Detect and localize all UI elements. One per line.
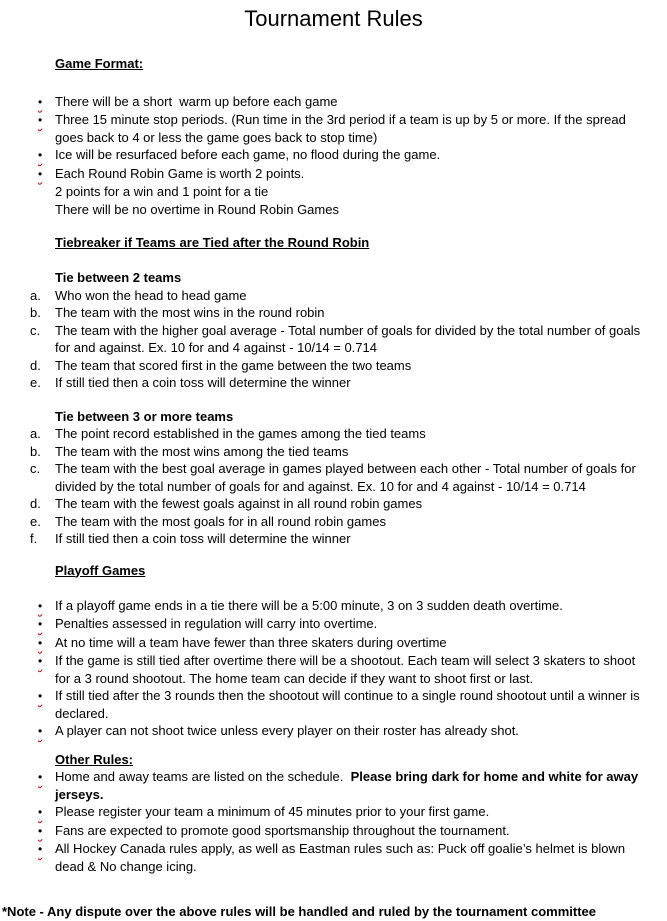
bullet-icon: • — [38, 166, 43, 181]
bullet-text: Three 15 minute stop periods. (Run time in the 3rd period if a team is up by 5 or more. If the spread goes back to 4 or less the game goes back to stop time) — [55, 112, 630, 145]
item-letter: a. — [30, 426, 41, 441]
lettered-row — [0, 357, 667, 375]
bullet-text: Home and away teams are listed on the schedule. — [55, 769, 351, 784]
bullet-row — [0, 111, 667, 146]
bullet-row — [0, 803, 667, 822]
bullet-icon: • — [38, 689, 43, 703]
playoff-games-heading: Playoff Games — [55, 562, 146, 578]
bullet-row — [0, 652, 667, 687]
bullet-text: All Hockey Canada rules apply, as well as Eastman rules such as: Puck off goalie’s helmet is blown dead & No change icing. — [55, 841, 629, 874]
bullet-text: If a playoff game ends in a tie there will be a 5:00 minute, 3 on 3 sudden death overtime. — [55, 597, 563, 613]
bullet-row — [0, 634, 667, 653]
item-letter: b. — [30, 305, 41, 320]
two-teams-subheading: Tie between 2 teams — [55, 270, 182, 285]
bullet-text: A player can not shoot twice unless every player on their roster has already shot. — [55, 723, 519, 738]
three-teams-subheading: Tie between 3 or more teams — [55, 408, 234, 424]
bullet-row — [0, 768, 667, 803]
item-letter: f. — [30, 531, 38, 546]
bullet-marker — [0, 803, 55, 822]
bullet-text: There will be a short warm up before each game — [55, 93, 338, 109]
bullet-text: Fans are expected to promote good sportsmanship throughout the tournament. — [55, 822, 510, 838]
bullet-row — [0, 822, 667, 841]
lettered-row — [0, 425, 667, 443]
lettered-row — [0, 322, 667, 357]
item-text: Who won the head to head game — [55, 287, 247, 303]
lettered-row — [0, 495, 667, 513]
doc-title: Tournament Rules — [244, 6, 423, 31]
bullet-marker — [0, 634, 55, 653]
bullet-text-mixed — [55, 768, 651, 803]
bullet-text: Ice will be resurfaced before each game, no flood during the game. — [55, 147, 441, 162]
lettered-row — [0, 374, 667, 392]
item-letter: a. — [30, 287, 41, 303]
bullet-icon: • — [38, 148, 43, 162]
bullet-text: At no time will a team have fewer than three skaters during overtime — [55, 634, 447, 650]
item-text: If still tied then a coin toss will determine the winner — [55, 531, 351, 546]
bullet-text: If the game is still tied after overtime there will be a shootout. Each team will select 3 skaters to shoot for a 3 round shootout. The home team can decide if they want to shoot first or last. — [55, 653, 639, 686]
bullet-icon: • — [38, 654, 43, 668]
section-game-format — [0, 55, 667, 218]
lettered-row — [0, 513, 667, 531]
bullet-marker — [0, 615, 55, 634]
bullet-icon: • — [38, 842, 43, 856]
other-rules-heading: Other Rules: — [55, 751, 134, 767]
bullet-marker — [0, 146, 55, 165]
bullet-row — [0, 615, 667, 634]
bullet-marker — [0, 652, 55, 687]
bullet-marker — [0, 597, 55, 616]
item-text: The team with the most wins in the round robin — [55, 305, 325, 320]
section-other-rules — [0, 751, 667, 876]
bullet-marker — [0, 822, 55, 841]
bullet-icon: • — [38, 617, 43, 631]
lettered-row — [0, 287, 667, 305]
game-format-heading: Game Format: — [55, 56, 144, 71]
bullet-marker — [0, 687, 55, 722]
section-playoff-games — [0, 562, 667, 741]
bullet-marker — [0, 93, 55, 112]
item-letter: e. — [30, 375, 41, 390]
plain-line: 2 points for a win and 1 point for a tie — [55, 184, 269, 199]
item-letter: e. — [30, 513, 41, 529]
bullet-marker — [0, 768, 55, 803]
bullet-row — [0, 165, 667, 184]
bullet-row — [0, 146, 667, 165]
bullet-row — [0, 840, 667, 875]
item-letter: c. — [30, 461, 41, 476]
item-text: The point record established in the games among the tied teams — [55, 426, 426, 441]
bullet-row — [0, 597, 667, 616]
item-text: The team with the fewest goals against in all round robin games — [55, 496, 423, 511]
bullet-icon: • — [38, 635, 43, 650]
bullet-marker — [0, 111, 55, 146]
section-tiebreaker — [0, 234, 667, 548]
footnote: *Note - Any dispute over the above rules will be handled and ruled by the tournament committee — [2, 904, 597, 919]
bullet-icon: • — [38, 770, 43, 784]
bullet-text: If still tied after the 3 rounds then the shootout will continue to a single round shootout until a winner is declared. — [55, 688, 644, 721]
bullet-row — [0, 687, 667, 722]
bullet-row — [0, 722, 667, 741]
bullet-text: Please register your team a minimum of 45 minutes prior to your first game. — [55, 804, 490, 819]
bullet-text-bold: Please bring dark for home and white for away jerseys. — [55, 769, 642, 802]
item-letter: d. — [30, 357, 41, 373]
lettered-row — [0, 443, 667, 461]
bullet-text: Penalties assessed in regulation will carry into overtime. — [55, 616, 378, 631]
bullet-row — [0, 93, 667, 112]
lettered-row — [0, 460, 667, 495]
item-text: The team with the higher goal average - Total number of goals for divided by the total number of goals for and against. Ex. 10 for and 4 against - 10/14 = 0.714 — [55, 322, 644, 355]
item-letter: d. — [30, 496, 41, 511]
bullet-marker — [0, 165, 55, 184]
item-text: The team with the most goals for in all round robin games — [55, 513, 386, 529]
bullet-icon: • — [38, 94, 43, 109]
lettered-row — [0, 304, 667, 322]
bullet-text: Each Round Robin Game is worth 2 points. — [55, 165, 305, 181]
bullet-icon: • — [38, 113, 43, 127]
item-text: The team with the most wins among the tied teams — [55, 443, 349, 459]
bullet-icon: • — [38, 598, 43, 613]
plain-line: There will be no overtime in Round Robin Games — [55, 201, 339, 217]
bullet-icon: • — [38, 805, 43, 819]
item-text: The team with the best goal average in games played between each other - Total number of goals for divided by the total number of goals for and against. Ex. 10 for and 4 against - 10/14 = 0.714 — [55, 461, 640, 494]
item-letter: b. — [30, 443, 41, 459]
item-letter: c. — [30, 322, 41, 338]
item-text: If still tied then a coin toss will determine the winner — [55, 375, 351, 390]
bullet-icon: • — [38, 823, 43, 838]
tiebreaker-heading: Tiebreaker if Teams are Tied after the Round Robin — [55, 235, 370, 250]
item-text: The team that scored first in the game between the two teams — [55, 357, 412, 373]
bullet-marker — [0, 840, 55, 875]
bullet-icon: • — [38, 724, 43, 738]
lettered-row — [0, 530, 667, 548]
bullet-marker — [0, 722, 55, 741]
